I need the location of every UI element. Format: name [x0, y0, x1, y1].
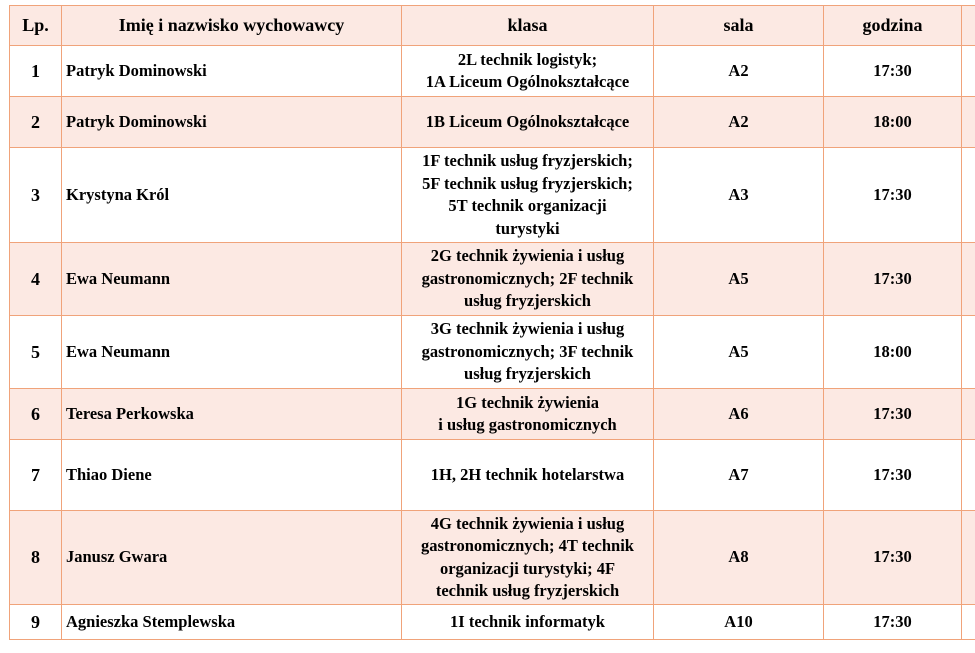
row-lp: 9 — [10, 605, 62, 640]
row-klasa-line: 1H, 2H technik hotelarstwa — [430, 464, 625, 484]
row-sala: A5 — [654, 243, 824, 316]
row-extra — [962, 46, 975, 97]
header-lp: Lp. — [10, 6, 62, 46]
header-name: Imię i nazwisko wychowawcy — [62, 6, 402, 46]
row-klasa-line: 4G technik żywienia i usług — [430, 513, 625, 533]
row-lp: 4 — [10, 243, 62, 316]
row-klasa-line: gastronomicznych; 2F technik — [421, 268, 634, 288]
row-teacher-name: Patryk Dominowski — [62, 46, 402, 97]
row-sala: A3 — [654, 148, 824, 243]
row-teacher-name: Patryk Dominowski — [62, 97, 402, 148]
row-godzina: 17:30 — [824, 440, 962, 511]
table-row — [10, 605, 975, 640]
row-klasa — [402, 440, 654, 511]
row-klasa-line: 1A Liceum Ogólnokształcące — [425, 72, 630, 91]
row-sala: A10 — [654, 605, 824, 640]
row-sala: A7 — [654, 440, 824, 511]
row-extra — [962, 97, 975, 148]
row-klasa — [402, 511, 654, 605]
row-lp: 2 — [10, 97, 62, 148]
header-klasa: klasa — [402, 6, 654, 46]
row-sala: A6 — [654, 389, 824, 440]
row-godzina: 17:30 — [824, 243, 962, 316]
row-klasa — [402, 389, 654, 440]
row-teacher-name: Thiao Diene — [62, 440, 402, 511]
row-klasa-line: 2L technik logistyk; — [457, 49, 598, 69]
row-sala: A2 — [654, 46, 824, 97]
row-klasa-line: 5T technik organizacji — [448, 196, 607, 215]
row-lp: 5 — [10, 316, 62, 389]
row-godzina: 17:30 — [824, 389, 962, 440]
row-sala: A8 — [654, 511, 824, 605]
table-row — [10, 46, 975, 97]
header-row — [10, 6, 975, 46]
row-teacher-name: Krystyna Król — [62, 148, 402, 243]
row-klasa-line: usług fryzjerskich — [464, 364, 591, 384]
row-teacher-name: Teresa Perkowska — [62, 389, 402, 440]
row-extra — [962, 605, 975, 640]
row-klasa-line: 1F technik usług fryzjerskich; — [422, 151, 633, 170]
table-row — [10, 148, 975, 243]
row-klasa — [402, 97, 654, 148]
row-extra — [962, 389, 975, 440]
teachers-schedule-table — [9, 5, 975, 640]
row-klasa — [402, 605, 654, 640]
row-klasa-line: 1I technik informatyk — [450, 611, 605, 631]
row-godzina: 17:30 — [824, 605, 962, 640]
row-klasa-line: turystyki — [495, 218, 560, 238]
row-godzina: 18:00 — [824, 97, 962, 148]
row-extra — [962, 440, 975, 511]
row-klasa-line: organizacji turystyki; 4F — [439, 558, 616, 578]
table-row — [10, 243, 975, 316]
row-sala: A2 — [654, 97, 824, 148]
header-extra — [962, 6, 975, 46]
row-klasa — [402, 148, 654, 243]
table-row — [10, 511, 975, 605]
row-godzina: 17:30 — [824, 46, 962, 97]
row-klasa — [402, 243, 654, 316]
row-lp: 3 — [10, 148, 62, 243]
row-extra — [962, 148, 975, 243]
row-klasa-line: 5F technik usług fryzjerskich; — [422, 173, 633, 193]
row-teacher-name: Janusz Gwara — [62, 511, 402, 605]
table-row — [10, 389, 975, 440]
row-extra — [962, 243, 975, 316]
row-lp: 8 — [10, 511, 62, 605]
row-klasa-line: i usług gastronomicznych — [438, 415, 617, 434]
row-teacher-name: Agnieszka Stemplewska — [62, 605, 402, 640]
row-klasa — [402, 46, 654, 97]
row-teacher-name: Ewa Neumann — [62, 243, 402, 316]
row-godzina: 17:30 — [824, 511, 962, 605]
row-extra — [962, 316, 975, 389]
row-klasa-line: technik usług fryzjerskich — [435, 581, 620, 600]
row-teacher-name: Ewa Neumann — [62, 316, 402, 389]
row-godzina: 18:00 — [824, 316, 962, 389]
header-godzina: godzina — [824, 6, 962, 46]
row-klasa-line: 1G technik żywienia — [456, 392, 599, 412]
row-extra — [962, 511, 975, 605]
row-klasa-line: usług fryzjerskich — [464, 291, 591, 311]
row-klasa-line: 1B Liceum Ogólnokształcące — [425, 111, 630, 131]
row-lp: 1 — [10, 46, 62, 97]
row-lp: 7 — [10, 440, 62, 511]
table-row — [10, 97, 975, 148]
row-klasa-line: 3G technik żywienia i usług — [430, 319, 625, 339]
row-sala: A5 — [654, 316, 824, 389]
row-klasa — [402, 316, 654, 389]
row-klasa-line: gastronomicznych; 4T technik — [421, 536, 634, 555]
header-sala: sala — [654, 6, 824, 46]
row-godzina: 17:30 — [824, 148, 962, 243]
row-klasa-line: 2G technik żywienia i usług — [430, 246, 625, 266]
table-row — [10, 440, 975, 511]
row-lp: 6 — [10, 389, 62, 440]
row-klasa-line: gastronomicznych; 3F technik — [421, 341, 634, 361]
table-row — [10, 316, 975, 389]
